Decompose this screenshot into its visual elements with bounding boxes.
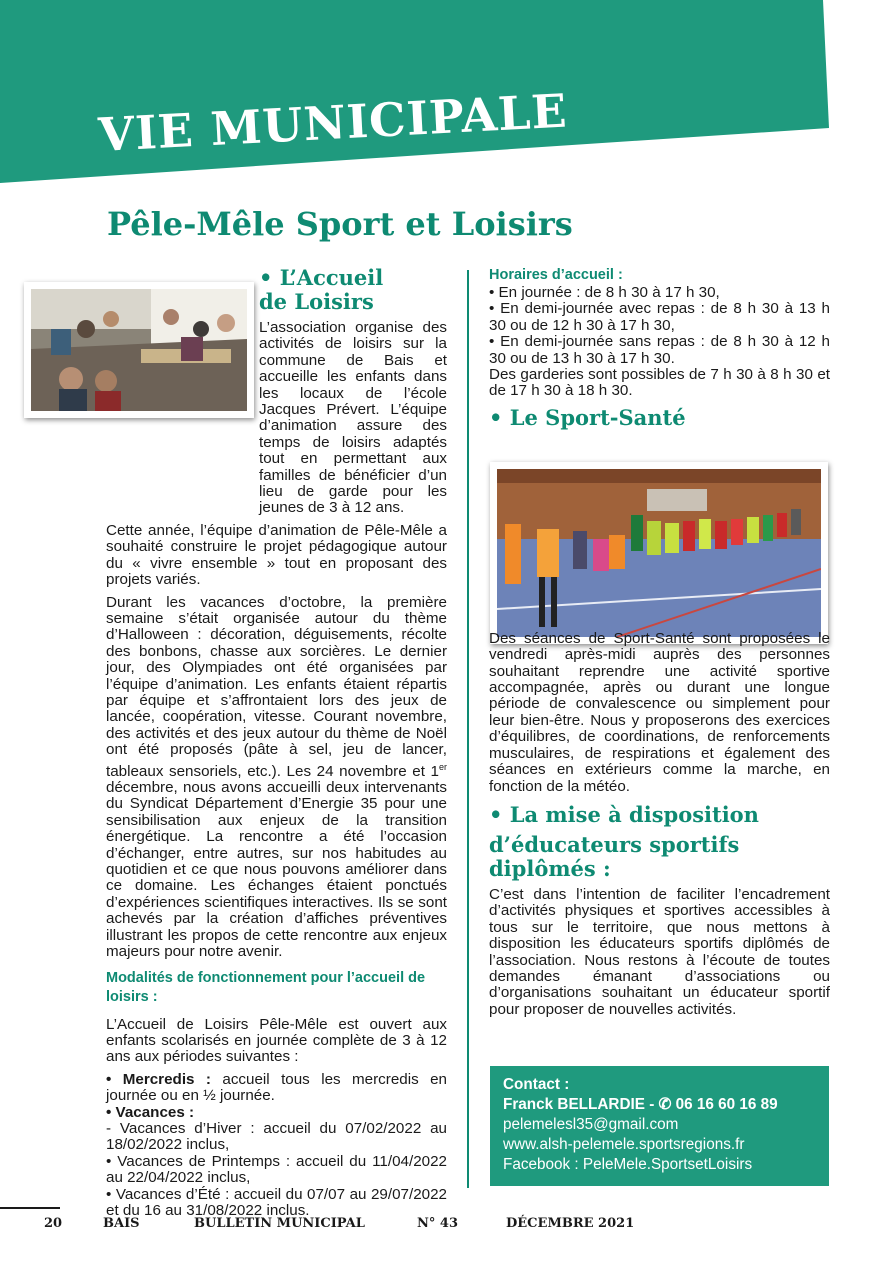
sport-sante-text: Des séances de Sport-Santé sont proposées le vendredi après-midi auprès des personnes souhaitant reprendre une activité sportive accompagnée, après ou durant une longue période de convalescence ou simplement pour leur bien-être. Nous y proposerons des exercices d’équilibres, de coordinations, de renforcements musculaires, de respirations et également des séances en extérieurs comme la marche, en fonction de la météo. [489, 629, 830, 795]
contact-label: Contact : [503, 1076, 570, 1093]
contact-email[interactable]: pelemelesl35@gmail.com [503, 1116, 679, 1133]
footer-issue: N° 43 [417, 1216, 458, 1231]
left-column [106, 266, 447, 1219]
mercredis-label: • Mercredis : [106, 1070, 211, 1088]
modalites-heading: Modalités de fonctionnement pour l’accueil de loisirs : [106, 969, 426, 1005]
sport-sante-heading: • Le Sport-Santé [489, 404, 686, 430]
mise-disposition-heading-line2: d’éducateurs sportifs diplômés : [489, 831, 740, 881]
vacances-hiver: - Vacances d’Hiver : accueil du 07/02/2022 au 18/02/2022 inclus, [106, 1119, 447, 1154]
activites-paragraph [106, 595, 447, 961]
activites-text-b: décembre, nous avons accueilli deux intervenants du Syndicat Département d’Energie 35 pour une sensibilisation aux enjeux de la transition énergétique. La rencontre a été l’occasion d’échanger, entre autres, sur nos habitudes au quotidien et ce que nous pouvons améliorer dans ce domaine. Les échanges étaient ponctués d’expériences scientifiques interactives. Ils se sont achevés par la création d’affiches préventives illustrant les propos de cette rencontre aux enjeux majeurs pour notre avenir. [106, 779, 447, 961]
horaires-demi-sans-repas: • En demi-journée sans repas : de 8 h 30 à 12 h 30 ou de 13 h 30 à 17 h 30. [489, 333, 830, 367]
header-banner [0, 0, 892, 190]
vacances-label: • Vacances : [106, 1103, 195, 1121]
accueil-heading-line2: de Loisirs [259, 289, 374, 314]
accueil-intro-text [106, 320, 447, 517]
accueil-intro: L’association organise des activités de loisirs sur la commune de Bais et accueille les enfants dans les locaux de l’école Jacques Prévert. L’équipe d’animation assure des temps de loisirs adaptés tout en permettant aux familles de bénéficier d’un lieu de garde pour les jeunes de 3 à 12 ans. [259, 319, 447, 517]
section-title: VIE MUNICIPALE [97, 83, 569, 162]
horaires-heading: Horaires d’accueil : [489, 267, 623, 283]
activites-sup: er [438, 761, 447, 772]
ouverture-paragraph: L’Accueil de Loisirs Pêle-Mêle est ouvert aux enfants scolarisés en journée complète de 3 à 12 ans aux périodes suivantes : [106, 1015, 447, 1066]
photo-spacer [489, 430, 830, 631]
contact-name-phone: Franck BELLARDIE - ✆ 06 16 60 16 89 [503, 1096, 778, 1113]
footer-date: DÉCEMBRE 2021 [506, 1216, 635, 1231]
activites-text-a: Durant les vacances d’octobre, la première semaine s’était organisée autour du thème d’Halloween : décoration, déguisements, récolte des bonbons, chasse aux sorcières. Le dernier jour, des Olympiades ont été organisées par l’équipe d’animation. Les enfants étaient répartis par équipe et s’affrontaient lors des jeux de lancée, coopération, vitesse. Courant novembre, des activités et des jeux autour du thème de Noël ont été proposés (pâte à sel, jeu de lancer, tableaux sensoriels, etc.). Les 24 novembre et 1 [106, 593, 447, 780]
mercredis-line [106, 1072, 447, 1105]
vacances-ete: • Vacances d’Été : accueil du 07/07 au 29/07/2022 et du 16 au 31/08/2022 inclus. [106, 1185, 447, 1219]
page-title: Pêle-Mêle Sport et Loisirs [107, 205, 573, 243]
contact-website[interactable]: www.alsh-pelemele.sportsregions.fr [503, 1136, 745, 1153]
column-divider [467, 270, 469, 1188]
horaires-journee: • En journée : de 8 h 30 à 17 h 30, [489, 284, 720, 301]
footer-page-number: 20 [44, 1216, 63, 1231]
right-column [489, 266, 830, 1024]
projet-paragraph: Cette année, l’équipe d’animation de Pêle-Mêle a souhaité construire le projet pédagogique autour du « vivre ensemble » tout en proposant des projets variés. [106, 521, 447, 589]
mise-disposition-heading-line1: • La mise à disposition [489, 801, 759, 827]
horaires-garderies: Des garderies sont possibles de 7 h 30 à 8 h 30 et de 17 h 30 à 18 h 30. [489, 366, 830, 400]
footer-town: BAIS [103, 1216, 140, 1231]
vacances-printemps: • Vacances de Printemps : accueil du 11/04/2022 au 22/04/2022 inclus, [106, 1152, 447, 1187]
horaires-demi-avec-repas: • En demi-journée avec repas : de 8 h 30 à 13 h 30 ou de 12 h 30 à 17 h 30, [489, 300, 830, 334]
footer-rule [0, 1207, 60, 1209]
mise-disposition-text: C’est dans l’intention de faciliter l’encadrement d’activités physiques et sportives accessibles à tous sur le territoire, que nous mettons à disposition les éducateurs sportifs diplômés de l’association. Nous restons à l’écoute de toutes demandes émanant d’associations ou d’organisations souhaitant un éducateur sportif pour proposer de nouvelles activités. [489, 885, 830, 1018]
mercredis-text: accueil tous les mercredis en journée ou en ½ journée. [106, 1070, 447, 1105]
footer-publication: BULLETIN MUNICIPAL [194, 1216, 365, 1231]
contact-box [490, 1066, 829, 1186]
accueil-heading-line1: • L’Accueil [259, 265, 384, 290]
accueil-heading [259, 266, 447, 314]
contact-facebook[interactable]: Facebook : PeleMele.SportsetLoisirs [503, 1156, 753, 1173]
